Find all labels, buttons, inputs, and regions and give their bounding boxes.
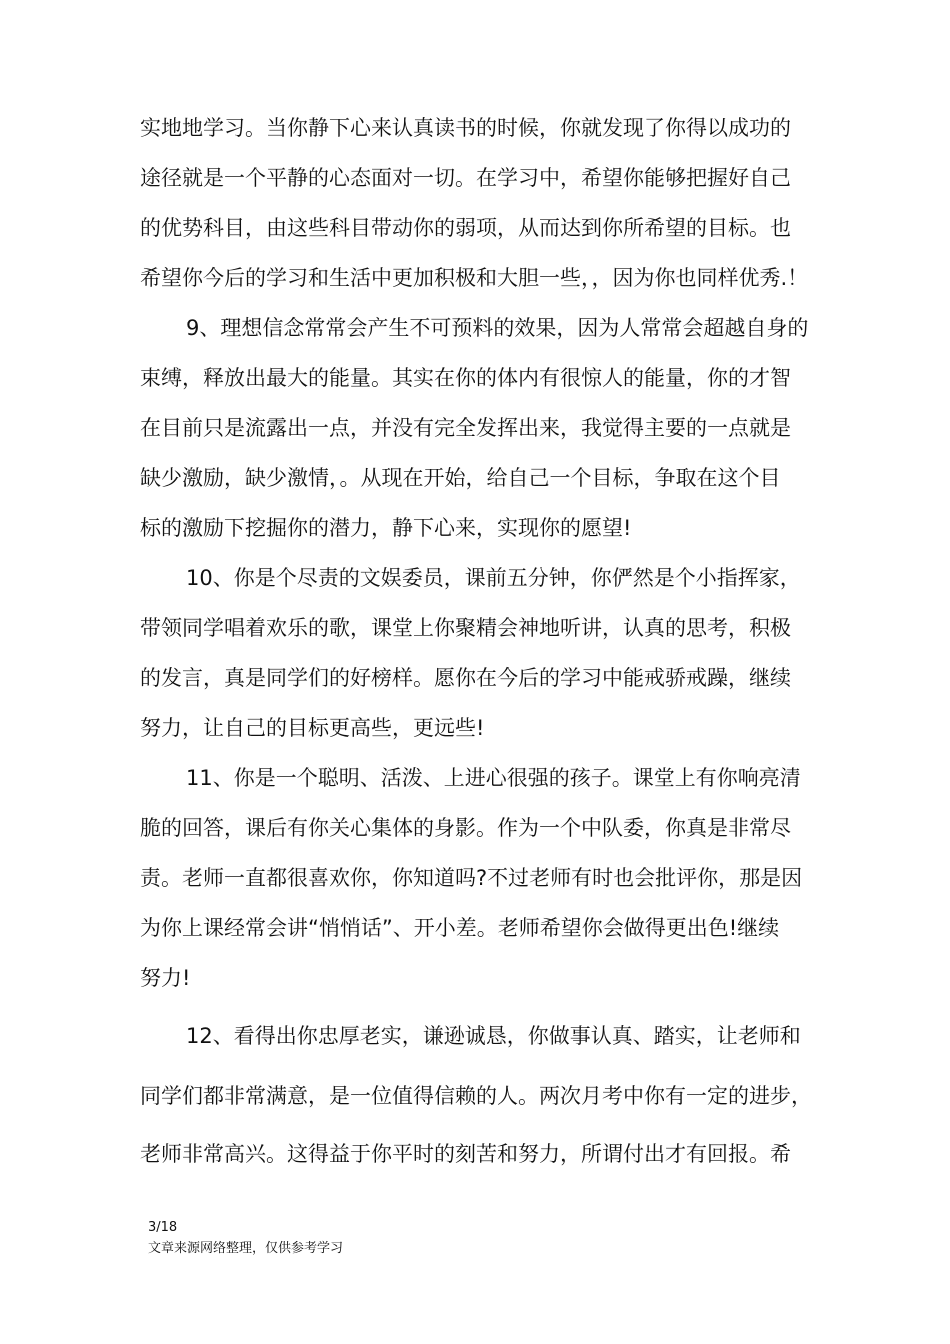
text-line: 实地地学习。当你静下心来认真读书的时候，你就发现了你得以成功的 (140, 116, 791, 140)
text-line: 的优势科目，由这些科目带动你的弱项，从而达到你所希望的目标。也 (140, 216, 791, 240)
footer-note: 文章来源网络整理，仅供参考学习 (148, 1241, 344, 1256)
text-line: 希望你今后的学习和生活中更加积极和大胆一些，，因为你也同样优秀.！ (140, 266, 809, 290)
text-line: 束缚，释放出最大的能量。其实在你的体内有很惊人的能量，你的才智 (140, 366, 791, 390)
text-line: 9、理想信念常常会产生不可预料的效果，因为人常常会超越自身的 (186, 316, 809, 340)
text-line: 努力，让自己的目标更高些，更远些! (140, 716, 485, 740)
text-line: 脆的回答，课后有你关心集体的身影。作为一个中队委，你真是非常尽 (140, 816, 791, 840)
text-line: 为你上课经常会讲“悄悄话”、开小差。老师希望你会做得更出色!继续 (140, 916, 780, 940)
page-number: 3/18 (148, 1220, 178, 1235)
text-line: 标的激励下挖掘你的潜力，静下心来，实现你的愿望! (140, 516, 632, 540)
text-line: 责。老师一直都很喜欢你，你知道吗?不过老师有时也会批评你，那是因 (140, 866, 803, 890)
text-line: 在目前只是流露出一点，并没有完全发挥出来，我觉得主要的一点就是 (140, 416, 791, 440)
text-line: 带领同学唱着欢乐的歌，课堂上你聚精会神地听讲，认真的思考，积极 (140, 616, 791, 640)
text-line: 老师非常高兴。这得益于你平时的刻苦和努力，所谓付出才有回报。希 (140, 1142, 791, 1166)
text-line: 同学们都非常满意，是一位值得信赖的人。两次月考中你有一定的进步， (140, 1084, 812, 1108)
text-line: 10、你是个尽责的文娱委员，课前五分钟，你俨然是个小指挥家， (186, 566, 801, 590)
text-line: 11、你是一个聪明、活泼、上进心很强的孩子。课堂上有你响亮清 (186, 766, 801, 790)
text-line: 的发言，真是同学们的好榜样。愿你在今后的学习中能戒骄戒躁，继续 (140, 666, 791, 690)
text-line: 努力! (140, 966, 191, 990)
text-line: 途径就是一个平静的心态面对一切。在学习中，希望你能够把握好自己 (140, 166, 791, 190)
text-line: 缺少激励，缺少激情，。从现在开始，给自己一个目标，争取在这个目 (140, 466, 781, 490)
text-line: 12、看得出你忠厚老实，谦逊诚恳，你做事认真、踏实，让老师和 (186, 1024, 801, 1048)
